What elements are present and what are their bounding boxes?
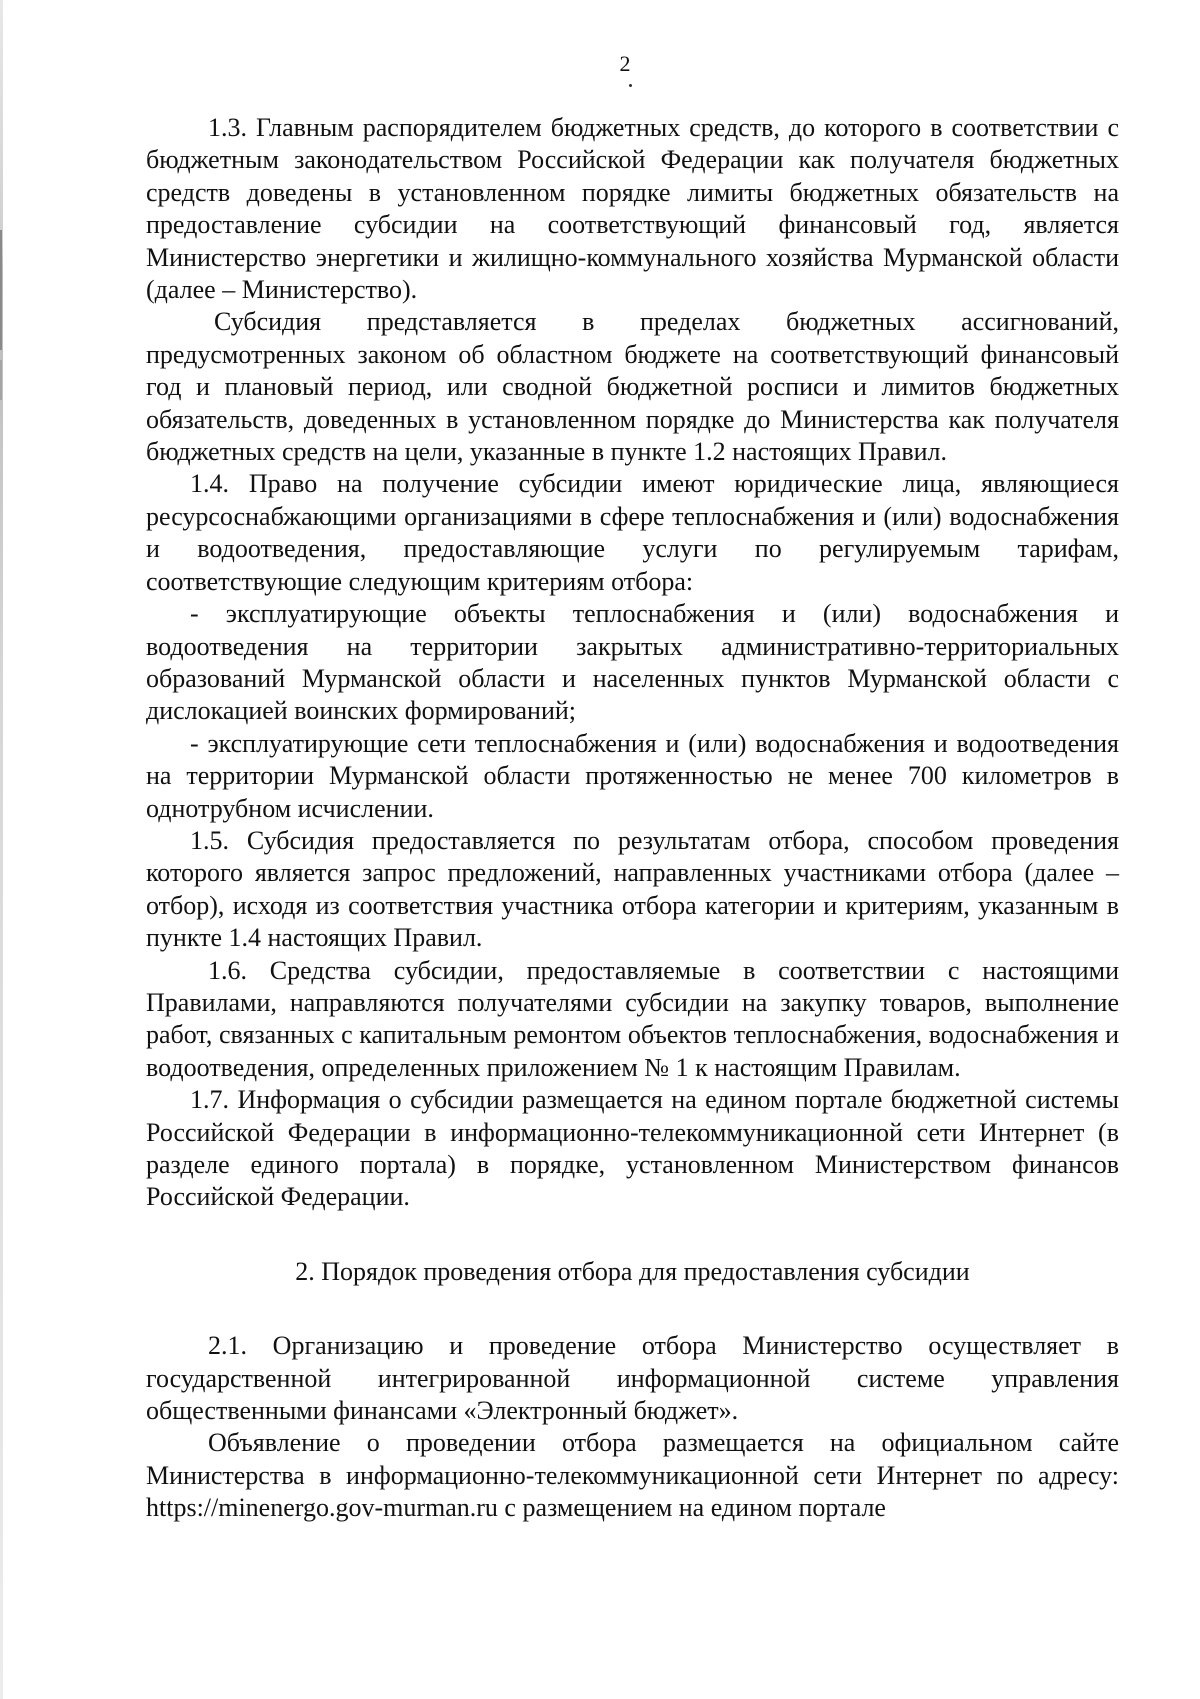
paragraph-1-7: 1.7. Информация о субсидии размещается на едином портале бюджетной системы Российской Федерации в информационно-телекоммуникационной сети Интернет (в разделе единого портала) в порядке, установленном Министерством финансов Российской Федерации. — [146, 1085, 1119, 1212]
scan-edge-mark — [0, 230, 2, 350]
section-2-heading: 2. Порядок проведения отбора для предоставления субсидии — [295, 1256, 970, 1286]
scan-speck — [629, 84, 632, 87]
paragraph-1-4-criterion-b: - эксплуатирующие сети теплоснабжения и (или) водоснабжения и водоотведения на территории Мурманской области протяженностью не менее 700 километров в однотрубном исчислении. — [146, 728, 1119, 823]
paragraph-1-5: 1.5. Субсидия предоставляется по результатам отбора, способом проведения которого является запрос предложений, направленных участниками отбора (далее – отбор), исходя из соответствия участника отбора категории и критериям, указанным в пункте 1.4 настоящих Правил. — [146, 825, 1119, 953]
scan-edge-mark — [0, 360, 2, 400]
paragraph-1-3-subsidy: Субсидия представляется в пределах бюджетных ассигнований, предусмотренных законом об областном бюджете на соответствующий финансовый год и плановый период, или сводной бюджетной росписи и лимитов бюджетных обязательств, доведенных в установленном порядке до Министерства как получателя бюджетных средств на цели, указанные в пункте 1.2 настоящих Правил. — [146, 307, 1119, 467]
spacer — [146, 1214, 1119, 1256]
paragraph-1-3: 1.3. Главным распорядителем бюджетных средств, до которого в соответствии с бюджетным законодательством Российской Федерации как получателя бюджетных средств доведены в установленном порядке лимиты бюджетных обязательств на предоставление субсидии на соответствующий финансовый год, является Министерство энергетики и жилищно-коммунального хозяйства Мурманской области (далее – Министерство). — [146, 113, 1119, 305]
paragraph-2-1: 2.1. Организацию и проведение отбора Министерство осуществляет в государственной интегрированной информационной системе управления общественными финансами «Электронный бюджет». — [146, 1331, 1119, 1426]
spacer — [146, 1288, 1119, 1330]
paragraph-1-6: 1.6. Средства субсидии, предоставляемые в соответствии с настоящими Правилами, направляются получателями субсидии на закупку товаров, выполнение работ, связанных с капитальным ремонтом объектов теплоснабжения, водоснабжения и водоотведения, определенных приложением № 1 к настоящим Правилам. — [146, 955, 1119, 1082]
document-body — [146, 112, 1119, 1525]
paragraph-1-4: 1.4. Право на получение субсидии имеют юридические лица, являющиеся ресурсоснабжающими организациями в сфере теплоснабжения и (или) водоснабжения и водоотведения, предоставляющие услуги по регулируемым тарифам, соответствующие следующим критериям отбора: — [146, 469, 1119, 596]
paragraph-1-4-criterion-a: - эксплуатирующие объекты теплоснабжения и (или) водоснабжения и водоотведения на территории закрытых административно-территориальных образований Мурманской области и населенных пунктов Мурманской области с дислокацией воинских формирований; — [146, 599, 1119, 726]
paragraph-2-1-announcement: Объявление о проведении отбора размещается на официальном сайте Министерства в информационно-телекоммуникационной сети Интернет по адресу: https://minenergo.gov-murman.ru с размещением на едином портале — [146, 1428, 1119, 1523]
page-number: 2 — [619, 51, 631, 76]
